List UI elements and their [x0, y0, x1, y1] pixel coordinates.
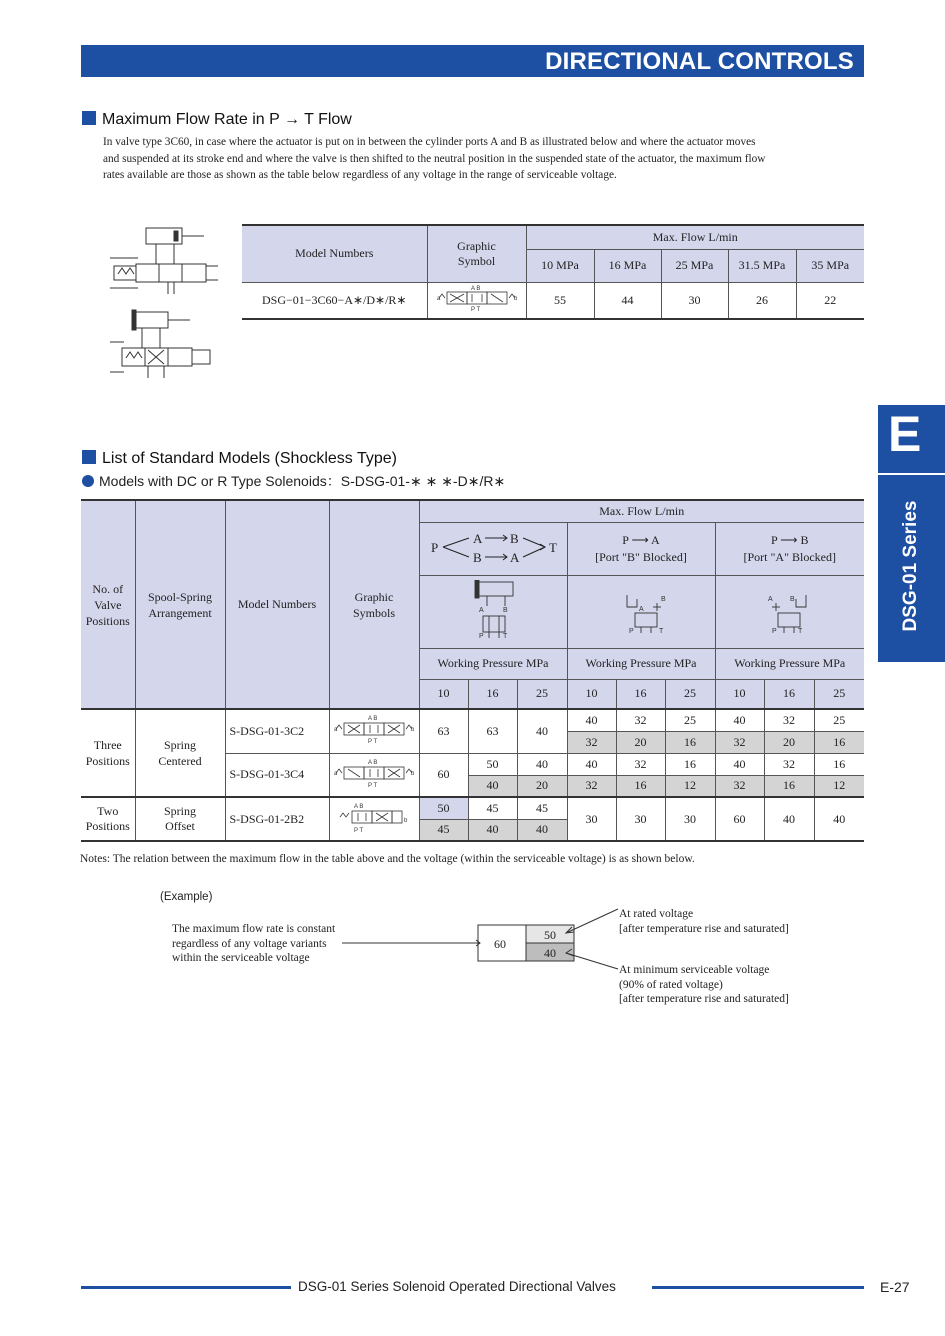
- example-left-text: [172, 922, 335, 966]
- symbol-port-label: P T: [368, 782, 378, 789]
- footer-title: DSG-01 Series Solenoid Operated Directional Valves: [298, 1279, 616, 1294]
- circuit-diagram-1: [108, 222, 218, 302]
- flow-value: 32: [616, 753, 665, 775]
- flow-value: 44: [594, 282, 661, 319]
- model-header: Model Numbers: [225, 500, 329, 709]
- valve-3c4-symbol: [332, 757, 416, 789]
- flow-value-gray: 16: [764, 775, 814, 797]
- flow-port-label: B: [510, 530, 519, 546]
- flow-value: 40: [517, 753, 567, 775]
- flow-value-gray: 20: [764, 731, 814, 753]
- example-text-line: [after temperature rise and saturated]: [619, 922, 789, 935]
- flow-value-gray: 32: [567, 731, 616, 753]
- header-line: Arrangement: [148, 605, 212, 620]
- section1-heading-text: Maximum Flow Rate in P → T Flow: [102, 111, 352, 128]
- flow1-header: [419, 522, 567, 575]
- flow3-diagram-cell: [715, 575, 864, 648]
- cell-line: Spring: [163, 738, 196, 752]
- section1-paragraph: [103, 134, 868, 184]
- example-text-line: (90% of rated voltage): [619, 978, 723, 991]
- flow3-main: P ⟶ B: [771, 532, 809, 547]
- example-text-line: [after temperature rise and saturated]: [619, 993, 789, 1005]
- footer-rule-right: [652, 1286, 864, 1289]
- flow2-circuit-icon: [601, 585, 681, 635]
- flow-value-gray: 20: [517, 775, 567, 797]
- circuit-port-label: T: [659, 627, 664, 635]
- flow-value: 40: [715, 709, 764, 731]
- paragraph-line: rates available are those as shown as the table below regardless of any voltage in the range of serviceable voltage.: [103, 169, 617, 181]
- header-line: Symbols: [352, 605, 395, 620]
- flow-value-gray: 16: [616, 775, 665, 797]
- flow-value: 25: [814, 709, 864, 731]
- pressure-value: 25: [517, 679, 567, 709]
- flow-port-label: T: [549, 539, 557, 555]
- flow-value: 26: [728, 282, 796, 319]
- example-label: (Example): [160, 891, 213, 903]
- pressure-header: 35 MPa: [796, 249, 864, 282]
- flow1-diagram-cell: [419, 575, 567, 648]
- flow-value: 16: [814, 753, 864, 775]
- flow-value-gray: 32: [715, 731, 764, 753]
- model-cell: S-DSG-01-2B2: [225, 797, 329, 841]
- flow-value: 60: [419, 753, 468, 797]
- circuit-port-label: B: [503, 606, 508, 614]
- pressure-value: 10: [567, 679, 616, 709]
- col-symbol-line1: Graphic: [457, 238, 496, 253]
- example-diagram: [340, 905, 625, 975]
- model-cell: S-DSG-01-3C2: [225, 709, 329, 753]
- circuit-port-label: P: [629, 627, 634, 635]
- example-text-line: The maximum flow rate is constant: [172, 923, 336, 935]
- col-flow-header: Max. Flow L/min: [526, 225, 864, 249]
- col-symbol-header: [427, 225, 526, 282]
- circuit-diagram-2: [108, 308, 218, 383]
- symbol-port-label: A B: [470, 286, 480, 293]
- example-text-line: At minimum serviceable voltage: [619, 964, 770, 976]
- spool-cell: [135, 797, 225, 841]
- symbol-port-label: A B: [354, 804, 364, 810]
- example-text-line: within the serviceable voltage: [172, 952, 310, 964]
- flow-value-gray: 16: [665, 731, 715, 753]
- flow-value: 40: [764, 797, 814, 841]
- header-line: Graphic: [354, 589, 394, 604]
- spool-header: [135, 500, 225, 709]
- pressure-value: 16: [616, 679, 665, 709]
- valve-2b2-symbol: [332, 800, 416, 834]
- example-text-line: regardless of any voltage variants: [172, 937, 327, 950]
- symbol-port-label: b: [404, 818, 408, 824]
- circuit-port-label: A: [639, 605, 644, 613]
- symbol-cell: [329, 709, 419, 753]
- square-bullet-icon: [82, 111, 96, 125]
- section2-heading-text: List of Standard Models (Shockless Type): [102, 450, 397, 467]
- side-tab-letter: [878, 405, 945, 473]
- side-tab-letter-text: E: [888, 406, 922, 462]
- circuit-port-label: A: [479, 606, 484, 614]
- section2-subheading: [82, 471, 505, 491]
- flow3-sub: [Port "A" Blocked]: [743, 549, 836, 564]
- flow-value-gray: 12: [814, 775, 864, 797]
- cell-line: Three: [93, 738, 122, 752]
- flow-port-label: A: [510, 549, 520, 565]
- symbol-port-label: P T: [368, 739, 378, 746]
- cell-line: Spring: [163, 804, 196, 818]
- paragraph-line: and suspended at its stroke end and where the valve is then shifted to the neutral position in the suspended state of the actuator, the maximum flow: [103, 152, 766, 165]
- circuit-port-label: P: [771, 627, 777, 635]
- circuit-port-label: T: [503, 632, 508, 640]
- flow-value: 45: [517, 797, 567, 819]
- symbol-port-label: a: [334, 770, 338, 777]
- flow2-main: P ⟶ A: [622, 532, 660, 547]
- flow-value: 22: [796, 282, 864, 319]
- flow-value: 40: [814, 797, 864, 841]
- table-notes: Notes: The relation between the maximum flow in the table above and the voltage (within the serviceable voltage) is as shown below.: [80, 853, 695, 865]
- pressure-header: 25 MPa: [661, 249, 728, 282]
- square-bullet-icon: [82, 450, 96, 464]
- flow3-circuit-icon: [750, 585, 830, 635]
- flow-port-label: A: [473, 530, 483, 546]
- circuit-port-label: B: [661, 595, 666, 603]
- flow-value: 32: [764, 709, 814, 731]
- flow2-diagram-cell: [567, 575, 715, 648]
- flow-value: 30: [665, 797, 715, 841]
- pressure-header: 10 MPa: [526, 249, 594, 282]
- symbol-port-label: A B: [368, 759, 378, 766]
- header-banner: [81, 45, 864, 77]
- flow-value: 32: [616, 709, 665, 731]
- symbol-port-label: b: [411, 727, 415, 734]
- flow2-sub: [Port "B" Blocked]: [595, 549, 687, 564]
- section1-heading: [82, 111, 352, 129]
- flow-value: 30: [661, 282, 728, 319]
- flow-value-gray: 40: [517, 819, 567, 841]
- flow-value-gray: 40: [468, 775, 517, 797]
- circuit-port-label: A: [767, 595, 773, 603]
- positions-cell: [81, 709, 135, 797]
- working-pressure-header: Working Pressure MPa: [715, 648, 864, 679]
- section2-heading: [82, 450, 397, 468]
- symbol-port-label: P T: [354, 828, 364, 834]
- flow-value: 55: [526, 282, 594, 319]
- circuit-port-label: B: [789, 595, 795, 603]
- spool-cell: [135, 709, 225, 797]
- valve-3c2-symbol: [332, 713, 416, 745]
- symbol-port-label: b: [513, 296, 517, 303]
- flow-value-gray: 12: [665, 775, 715, 797]
- flow-value: 60: [715, 797, 764, 841]
- flow-pattern-diagram: [423, 527, 563, 567]
- flow-value-gray: 20: [616, 731, 665, 753]
- flow-value-gray: 40: [468, 819, 517, 841]
- flow-value: 45: [468, 797, 517, 819]
- flow-port-label: B: [473, 549, 482, 565]
- example-text-line: At rated voltage: [619, 908, 694, 920]
- side-tab-series-text: DSG-01 Series: [900, 500, 921, 632]
- flow-value: 32: [764, 753, 814, 775]
- pressure-value: 16: [764, 679, 814, 709]
- example-value-top: 50: [544, 928, 556, 942]
- pressure-value: 10: [419, 679, 468, 709]
- pressure-value: 16: [468, 679, 517, 709]
- model-cell: S-DSG-01-3C4: [225, 753, 329, 797]
- example-value-main: 60: [494, 937, 506, 951]
- symbol-port-label: a: [436, 296, 440, 303]
- cell-line: Positions: [85, 754, 130, 768]
- positions-header: [81, 500, 135, 709]
- section2-subheading-text: Models with DC or R Type Solenoids：S-DSG-01-∗ ∗ ∗-D∗/R∗: [99, 473, 506, 489]
- circle-bullet-icon: [82, 475, 94, 487]
- symbol-port-label: b: [411, 770, 415, 777]
- cell-line: Two: [97, 804, 119, 818]
- flow-value: 40: [567, 709, 616, 731]
- example-value-bottom: 40: [544, 946, 556, 960]
- symbols-header: [329, 500, 419, 709]
- flow-value-gray: 32: [567, 775, 616, 797]
- page-number: E-27: [880, 1279, 910, 1295]
- flow-value: 63: [468, 709, 517, 753]
- cell-line: Offset: [165, 819, 195, 833]
- flow-rate-table: [242, 224, 864, 320]
- flow-value-gray: 16: [814, 731, 864, 753]
- side-tab-series: [878, 475, 945, 662]
- cell-line: Positions: [85, 819, 130, 833]
- col-model-header: Model Numbers: [242, 225, 427, 282]
- flow-value: 30: [616, 797, 665, 841]
- flow-value: 40: [567, 753, 616, 775]
- flow-value-gray: 32: [715, 775, 764, 797]
- flow-value-gray: 45: [419, 819, 468, 841]
- symbol-cell: [427, 282, 526, 319]
- flow-value: 40: [715, 753, 764, 775]
- flow-value: 63: [419, 709, 468, 753]
- positions-cell: [81, 797, 135, 841]
- valve-3c60-symbol: [435, 284, 519, 312]
- symbol-port-label: A B: [368, 716, 378, 723]
- flow2-header: [567, 522, 715, 575]
- pressure-value: 10: [715, 679, 764, 709]
- header-line: Valve: [94, 597, 122, 612]
- pressure-header: 31.5 MPa: [728, 249, 796, 282]
- model-cell: DSG−01−3C60−A∗/D∗/R∗: [242, 282, 427, 319]
- flow-value: 16: [665, 753, 715, 775]
- col-symbol-line2: Symbol: [457, 253, 496, 268]
- max-flow-header: Max. Flow L/min: [419, 500, 864, 522]
- working-pressure-header: Working Pressure MPa: [567, 648, 715, 679]
- page-title: DIRECTIONAL CONTROLS: [545, 48, 854, 75]
- symbol-port-label: P T: [470, 307, 480, 313]
- paragraph-line: In valve type 3C60, in case where the actuator is put on in between the cylinder ports A and B as illustrated below and where the actuator moves: [103, 136, 756, 148]
- pressure-value: 25: [814, 679, 864, 709]
- flow-value: 50: [468, 753, 517, 775]
- header-line: Positions: [85, 613, 130, 628]
- flow-value: 40: [517, 709, 567, 753]
- symbol-cell: [329, 753, 419, 797]
- footer-rule-left: [81, 1286, 291, 1289]
- flow-port-label: P: [431, 539, 439, 555]
- pressure-header: 16 MPa: [594, 249, 661, 282]
- flow1-circuit-icon: [453, 580, 533, 640]
- flow3-header: [715, 522, 864, 575]
- standard-models-table: [81, 499, 864, 842]
- flow-value: 50: [419, 797, 468, 819]
- flow-value: 25: [665, 709, 715, 731]
- symbol-port-label: a: [334, 727, 338, 734]
- example-min-text: [619, 963, 789, 1007]
- header-line: Spool-Spring: [147, 589, 212, 604]
- pressure-value: 25: [665, 679, 715, 709]
- example-rated-text: [619, 907, 789, 936]
- working-pressure-header: Working Pressure MPa: [419, 648, 567, 679]
- flow-value: 30: [567, 797, 616, 841]
- header-line: No. of: [92, 581, 124, 596]
- symbol-cell: [329, 797, 419, 841]
- cell-line: Centered: [158, 754, 202, 768]
- circuit-port-label: P: [479, 632, 484, 640]
- circuit-port-label: T: [797, 627, 803, 635]
